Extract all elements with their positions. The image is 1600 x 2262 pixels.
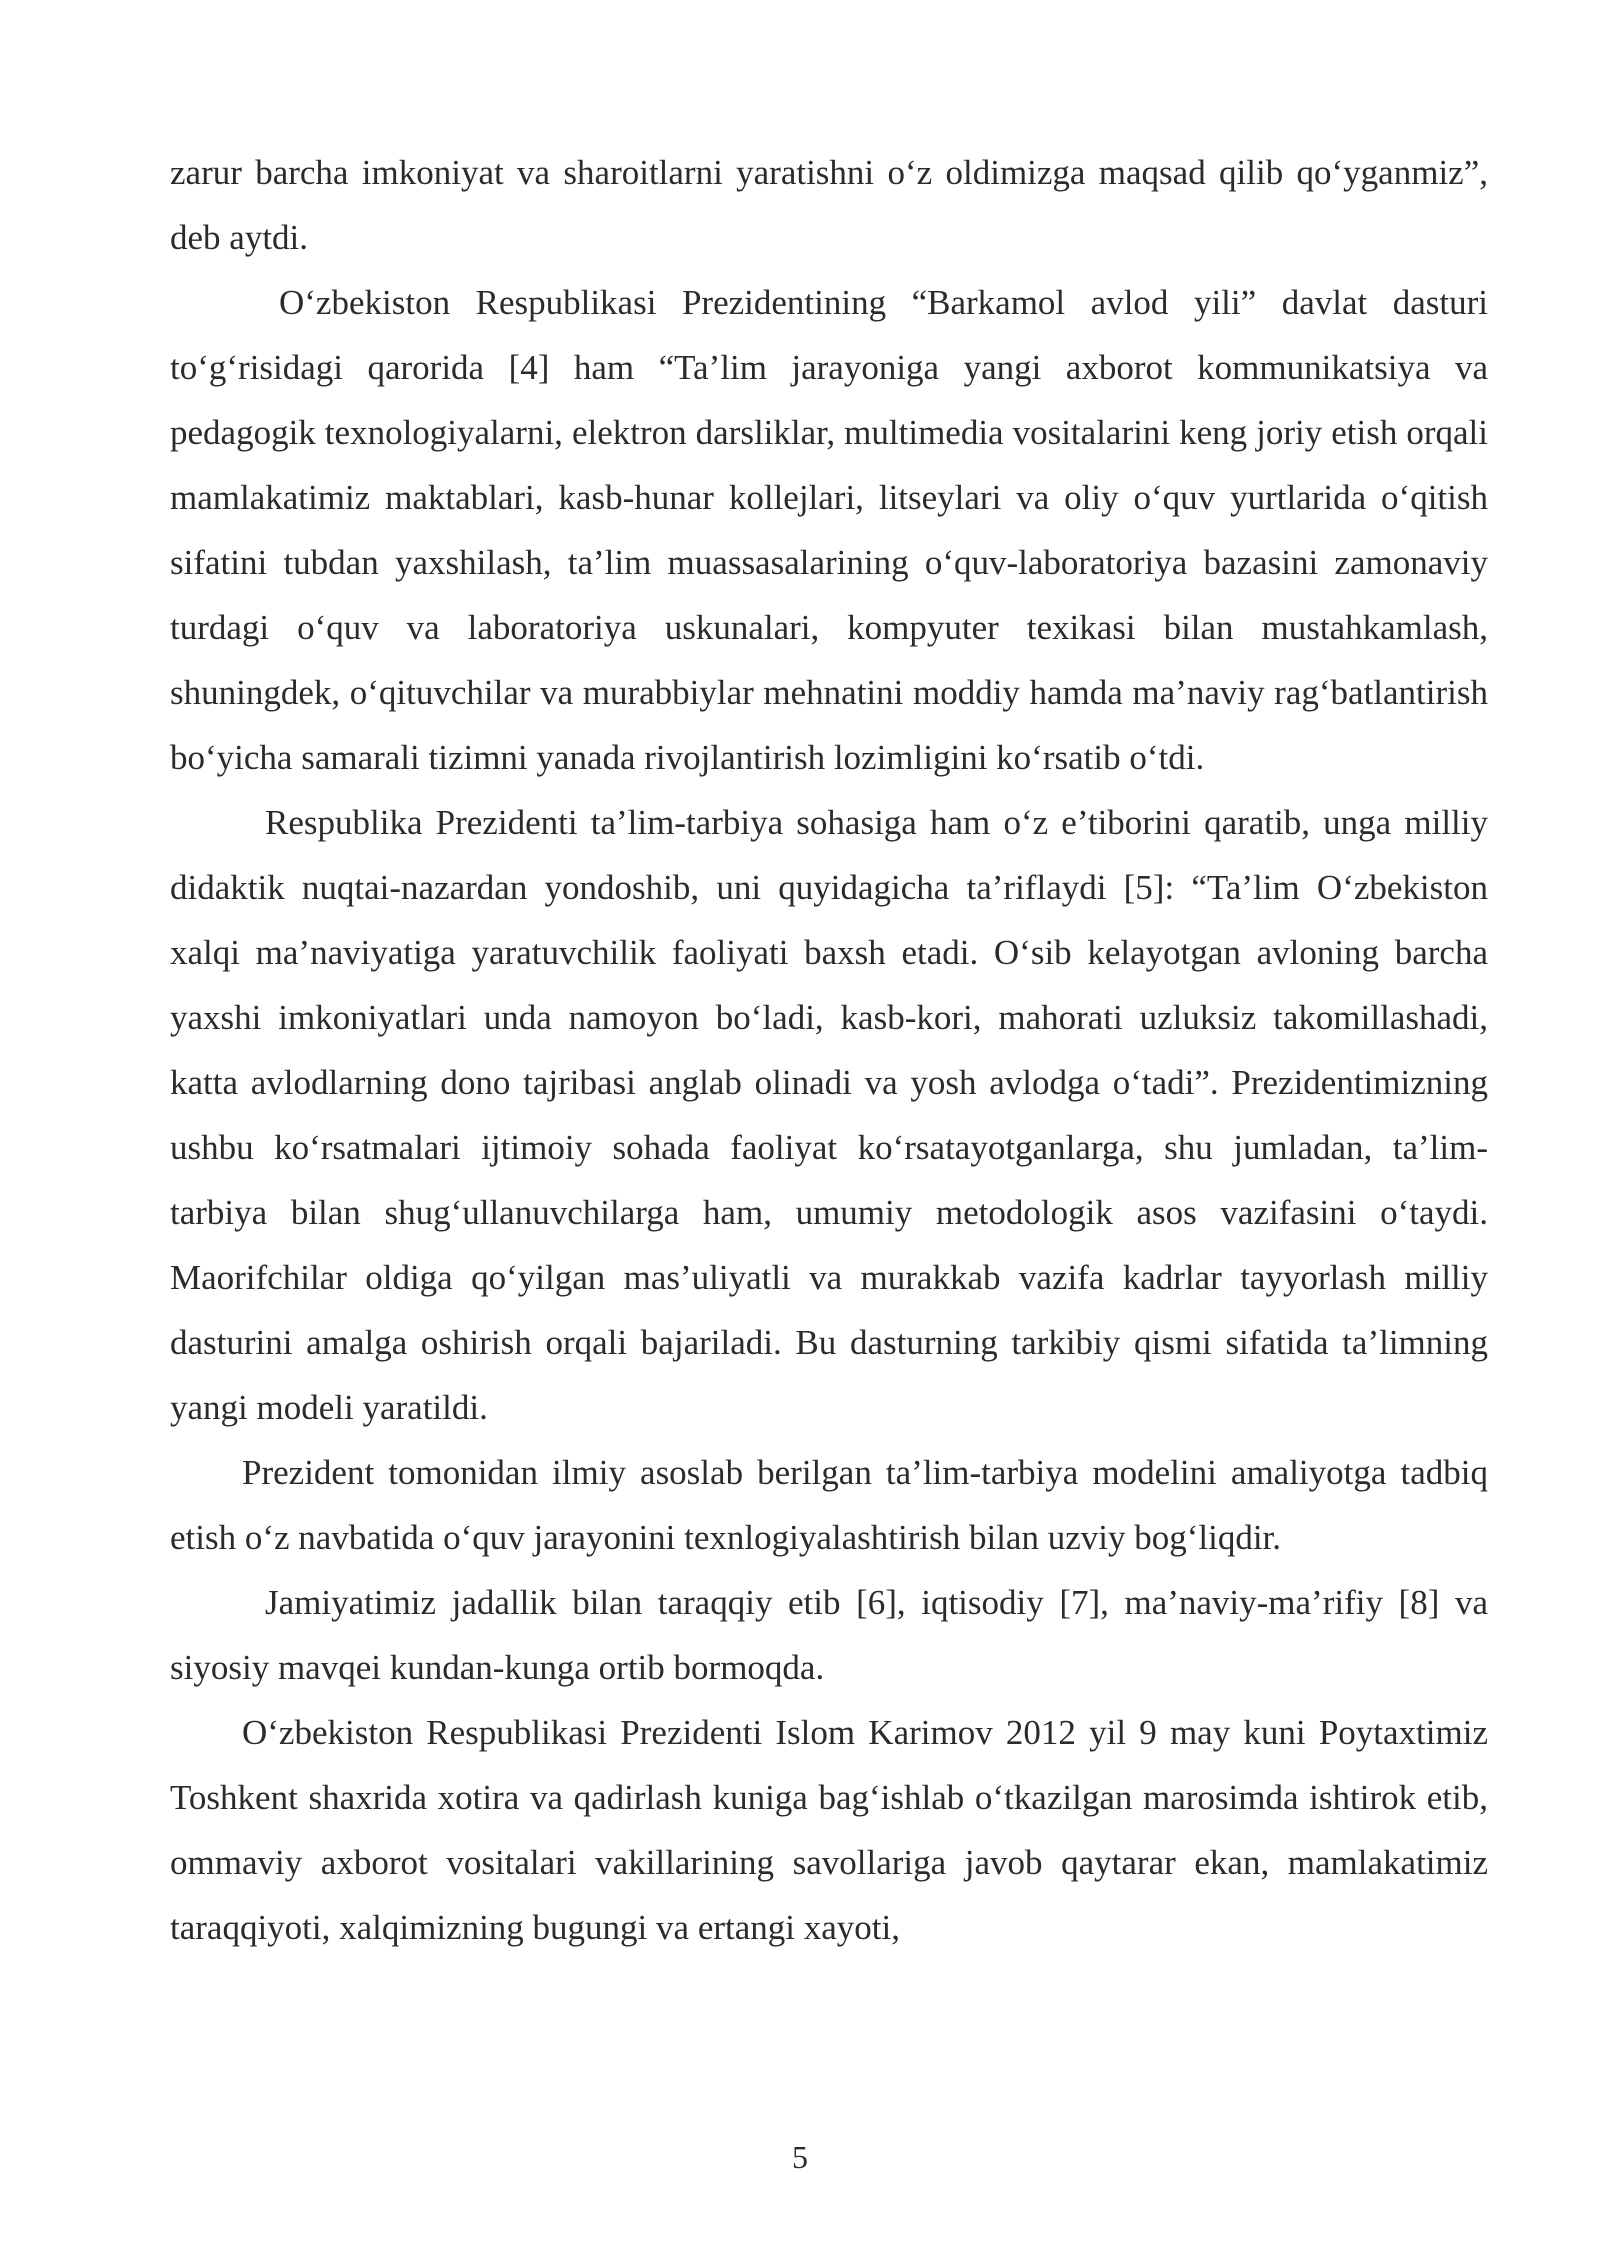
- paragraph-continuation: zarur barcha imkoniyat va sharoitlarni yaratishni o‘z oldimizga maqsad qilib qo‘yganmiz”, deb aytdi.: [170, 153, 1488, 257]
- page-body-text: [170, 140, 1488, 1960]
- paragraph-jamiyat-taraqqiy: Jamiyatimiz jadallik bilan taraqqiy etib [6], iqtisodiy [7], ma’naviy-ma’rifiy [8] va siyosiy mavqei kundan-kunga ortib bormoqda.: [170, 1583, 1488, 1687]
- paragraph-model-amaliyot: Prezident tomonidan ilmiy asoslab berilgan ta’lim-tarbiya modelini amaliyotga tadbiq etish o‘z navbatida o‘quv jarayonini texnlogiyalashtirish bilan uzviy bog‘liqdir.: [170, 1453, 1488, 1557]
- paragraph-barkamol-avlod: O‘zbekiston Respublikasi Prezidentining “Barkamol avlod yili” davlat dasturi to‘g‘risidagi qarorida [4] ham “Ta’lim jarayoniga yangi axborot kommunikatsiya va pedagogik texnologiyalarni, elektron darsliklar, multimedia vositalarini keng joriy etish orqali mamlakatimiz maktablari, kasb-hunar kollejlari, litseylari va oliy o‘quv yurtlarida o‘qitish sifatini tubdan yaxshilash, ta’lim muassasalarining o‘quv-laboratoriya bazasini zamonaviy turdagi o‘quv va laboratoriya uskunalari, kompyuter texikasi bilan mustahkamlash, shuningdek, o‘qituvchilar va murabbiylar mehnatini moddiy hamda ma’naviy rag‘batlantirish bo‘yicha samarali tizimni yanada rivojlantirish lozimligini ko‘rsatib o‘tdi.: [170, 283, 1488, 777]
- paragraph-islom-karimov: O‘zbekiston Respublikasi Prezidenti Islom Karimov 2012 yil 9 may kuni Poytaxtimiz Toshkent shaxrida xotira va qadirlash kuniga bag‘ishlab o‘tkazilgan marosimda ishtirok etib, ommaviy axborot vositalari vakillarining savollariga javob qaytarar ekan, mamlakatimiz taraqqiyoti, xalqimizning bugungi va ertangi xayoti,: [170, 1713, 1488, 1947]
- page-number: 5: [792, 2139, 808, 2175]
- paragraph-talim-tarbiya: Respublika Prezidenti ta’lim-tarbiya sohasiga ham o‘z e’tiborini qaratib, unga milliy didaktik nuqtai-nazardan yondoshib, uni quyidagicha ta’riflaydi [5]: “Ta’lim O‘zbekiston xalqi ma’naviyatiga yaratuvchilik faoliyati baxsh etadi. O‘sib kelayotgan avloning barcha yaxshi imkoniyatlari unda namoyon bo‘ladi, kasb-kori, mahorati uzluksiz takomillashadi, katta avlodlarning dono tajribasi anglab olinadi va yosh avlodga o‘tadi”. Prezidentimizning ushbu ko‘rsatmalari ijtimoiy sohada faoliyat ko‘rsatayotganlarga, shu jumladan, ta’lim-tarbiya bilan shug‘ullanuvchilarga ham, umumiy metodologik asos vazifasini o‘taydi. Maorifchilar oldiga qo‘yilgan mas’uliyatli va murakkab vazifa kadrlar tayyorlash milliy dasturini amalga oshirish orqali bajariladi. Bu dasturning tarkibiy qismi sifatida ta’limning yangi modeli yaratildi.: [170, 803, 1488, 1427]
